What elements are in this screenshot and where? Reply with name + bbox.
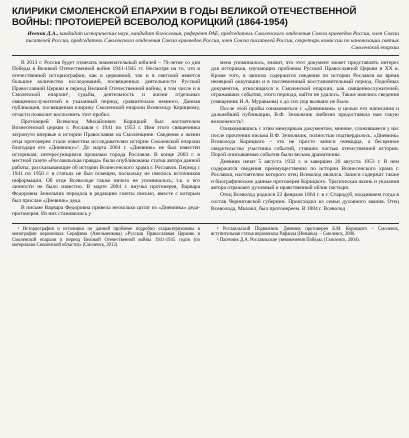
footnotes-right	[211, 227, 399, 250]
footnote: ² Рославльский Подвижник. Дневник протоиерея Б.М. Корицкого – Смоленск, вступительная статья иеромонаха Рафаила (Иевчика). – Смоленск, 2006.	[211, 226, 399, 238]
paragraph: В письме Варвара Федоровна привела несколько цитат из «Дневника» деда-протоиерея. Из них становились у	[12, 204, 200, 218]
footnote-divider	[12, 223, 399, 224]
author-name: Иевчик Д.А.,	[27, 31, 59, 38]
article-title: КЛИРИКИ СМОЛЕНСКОЙ ЕПАРХИИ В ГОДЫ ВЕЛИКОЙ ОТЕЧЕСТВЕННОЙ ВОЙНЫ: ПРОТОИЕРЕЙ ВСЕВОЛОД КОРИЦКИЙ (1864-1954)	[12, 6, 357, 29]
footnote: ³ Пасечник Д.А. Рославльские увековечения Победы. (Смоленск, 2004).	[217, 238, 360, 244]
footnote: ¹ Историография и источники по данной проблеме подробно охарактеризованы в монографии иеромонаха Серафима (Амельченкова) «Русская Православная Церковь в Смоленской епархии в период Великой Отечественной войны 1941-1945 годов (по материалам Смоленской области)» (Смоленск, 2012).	[12, 226, 200, 249]
paragraph: мена упоминалось, значит, что этот документ может представлять интерес для историков, изучающих проблемы Русской Православной Церкви в XX в. Кроме того, в записях содержатся сведения по истории Рославля во время немецкой оккупации и в послевоенный восстановительный период. Подобных документов, относящихся к Смоленской епархии, как священнослужителей, отражавших события, этого периода, найти не удалось. Также имелись сведения (священник И.А. Муравьева) о до сих пор вызвано не было.	[211, 59, 399, 105]
paragraph: В 2013 г. Россия будет отмечать знаменательный юбилей – 70-летие со дня Победы в Великой Отечественной войне 1941-1945 гг. Несмотря на то, что в отечественной историографии, как в церковной, так и в светской имеется большое количество исследований, посвященных деятельности Русской Православной Церкви в период Великой Отечественной войны, в том числе и в Смоленской епархии¹, судьбы, деятельность и жизни отдельных священнослужителей в указанный период, сравнительно немного. Данная публикация, посвященная клирику Смоленской епархии Всеволоду Корицкому, отчасти позволит восполнить этот пробел.	[12, 59, 200, 118]
paragraph: Ознакомившись с этим мемуарным документом, мнение, сложившееся у нас после прочтения письма В.Ф. Зезюльчик, полностью подтвердилось. «Дневник» Всеволода Корицкого – это не просто записи очевидца, а бесценное свидетельство участника событий, ставших частью отечественной истории. Порой описываемые события были весьма драматичны.	[211, 125, 399, 159]
author-affiliation: кандидат исторических наук, кандидат богословия, референт РАЕ, председатель Смоленского отделения Союза краеведов России, член Союза писателей России, председатель Смоленского отделения Союза краеведов России, член Союза писателей России, секретарь комиссии по канонизации святых Смоленской епархии	[25, 31, 399, 51]
left-column	[12, 60, 200, 218]
paragraph: Отец Всеволод родился 22 февраля 1864 г. в г. Стародуб, входившем тогда в состав Черниговской губернии. Происходил из семьи духовного звания. Отец Всеволода, Михаил, был протоиереем. В 1884 г. Всеволод	[211, 192, 399, 212]
header-divider	[12, 55, 399, 56]
article-body	[12, 60, 399, 218]
paragraph: Дневник начат 5 августа 1932 г. и завершен 20 августа 1953 г. В нем содержатся сведения преимущественно по истории Вознесенского храма г. Рославля, настоятелем которого отец Всеволод являлся. Записи содержат также и биографические данные протоиерея Корицкого. Трагическая жизнь и указания автора отражают духовный и нравственный облик пастыря.	[211, 159, 399, 192]
author-block	[12, 31, 399, 51]
paragraph: Протоиерей Всеволод Михайлович Корицкий был настоятелем Вознесенской церкви г. Рославля с 1941 по 1953 г. Имя этого священника затронуто впервые в истории Православия на Смоленщине. Сведения о жизни отца протоиерея стали известны исследователям истории Смоленской епархии благодаря его «Дневнику»². До марта 2004 г. «Дневник» не был известен историкам, интересующимся прошлым города Рославля. В конце 2003 г. в местной газете «Рославльская правда» были опубликованы статьи автора данной работы, рассказывающие об истории Вознесенского храма г. Рославля. Период с 1941 по 1950 г. в статьях не был освещен, поскольку не имелось источников информации. Об отце Всеволоде также ничего не упоминалось, т.к. о его личности не было известно. В марте 2004 г. внучка протоиерея, Варвара Федоровна Зезюльчик передала в редакцию газеты письмо, вместе с которым был прислан «Дневник» деда.	[12, 118, 200, 204]
right-column	[211, 60, 399, 218]
footnotes-left	[12, 227, 200, 250]
footnotes	[12, 227, 399, 250]
paragraph: После этой пробы ознакомиться с «Дневником» и целью его написания и дальнейшей публикации, В.Ф. Зезюльчик любезно предоставила нам такую возможность³.	[211, 105, 399, 125]
